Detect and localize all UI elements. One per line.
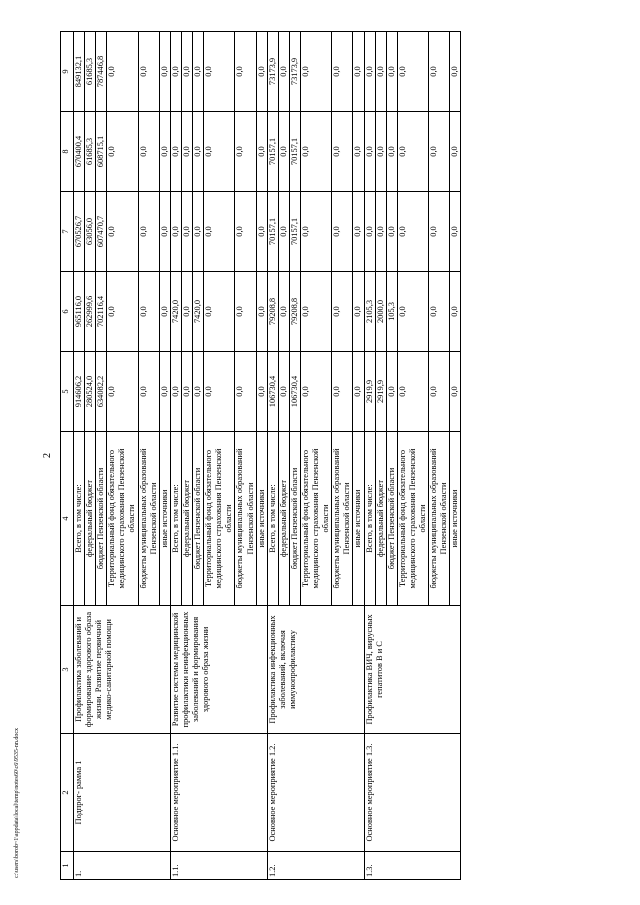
amount-cell: 0,0: [159, 32, 170, 112]
funding-source-cell: Всего, в том числе:: [267, 432, 278, 606]
amount-cell: 73173,9: [267, 32, 278, 112]
item-name-cell: Основное мероприятие 1.1.: [170, 734, 267, 852]
amount-cell: 0,0: [364, 112, 375, 192]
amount-cell: 0,0: [107, 352, 138, 432]
amount-cell: 0,0: [300, 352, 331, 432]
amount-cell: 0,0: [170, 192, 181, 272]
header-row: [61, 32, 74, 880]
amount-cell: 0,0: [193, 32, 204, 112]
amount-cell: 0,0: [450, 352, 461, 432]
amount-cell: 61685,3: [85, 32, 96, 112]
header-cell: 5: [61, 352, 74, 432]
amount-cell: 0,0: [364, 192, 375, 272]
amount-cell: 73173,9: [289, 32, 300, 112]
amount-cell: 0,0: [181, 112, 192, 192]
amount-cell: 0,0: [332, 32, 353, 112]
item-name-cell: Основное мероприятие 1.3.: [364, 734, 461, 852]
amount-cell: 0,0: [159, 272, 170, 352]
amount-cell: 0,0: [193, 352, 204, 432]
amount-cell: 0,0: [375, 32, 386, 112]
amount-cell: 0,0: [204, 192, 235, 272]
amount-cell: 0,0: [375, 192, 386, 272]
amount-cell: 0,0: [397, 352, 428, 432]
table-row: [267, 32, 278, 880]
amount-cell: 0,0: [450, 112, 461, 192]
item-description-cell: Профилактика ВИЧ, вирусных гепатитов В и С: [364, 606, 461, 734]
amount-cell: 106730,4: [267, 352, 278, 432]
amount-cell: 787446,8: [96, 32, 107, 112]
amount-cell: 0,0: [107, 112, 138, 192]
amount-cell: 0,0: [235, 112, 256, 192]
table-row: [364, 32, 375, 880]
amount-cell: 702116,4: [96, 272, 107, 352]
header-cell: 2: [61, 734, 74, 852]
amount-cell: 0,0: [170, 112, 181, 192]
funding-source-cell: федеральный бюджет: [278, 432, 289, 606]
amount-cell: 0,0: [397, 272, 428, 352]
header-cell: 7: [61, 192, 74, 272]
amount-cell: 0,0: [429, 32, 450, 112]
financing-table: [60, 31, 461, 880]
amount-cell: 0,0: [386, 112, 397, 192]
amount-cell: 0,0: [159, 192, 170, 272]
amount-cell: 634082,2: [96, 352, 107, 432]
amount-cell: 0,0: [450, 192, 461, 272]
amount-cell: 0,0: [256, 352, 267, 432]
table-row: [170, 32, 181, 880]
amount-cell: 0,0: [397, 192, 428, 272]
amount-cell: 0,0: [353, 32, 364, 112]
amount-cell: 0,0: [193, 112, 204, 192]
amount-cell: 0,0: [300, 112, 331, 192]
amount-cell: 262999,6: [85, 272, 96, 352]
funding-source-cell: Всего, в том числе:: [364, 432, 375, 606]
amount-cell: 0,0: [300, 272, 331, 352]
amount-cell: 0,0: [235, 192, 256, 272]
amount-cell: 0,0: [278, 112, 289, 192]
amount-cell: 914606,2: [74, 352, 85, 432]
amount-cell: 0,0: [353, 192, 364, 272]
amount-cell: 79208,8: [267, 272, 278, 352]
funding-source-cell: Территориальный фонд обязательного медицинского страхования Пензенской области: [300, 432, 331, 606]
page-number: 2: [42, 453, 53, 458]
amount-cell: 0,0: [278, 352, 289, 432]
amount-cell: 0,0: [204, 112, 235, 192]
amount-cell: 7420,0: [170, 272, 181, 352]
amount-cell: 0,0: [353, 272, 364, 352]
funding-source-cell: бюджет Пензенской области: [386, 432, 397, 606]
amount-cell: 0,0: [364, 32, 375, 112]
funding-source-cell: иные источники: [256, 432, 267, 606]
header-cell: 3: [61, 606, 74, 734]
amount-cell: 0,0: [386, 32, 397, 112]
item-description-cell: Профилактика инфекционных заболеваний, включая иммунопрофилактику: [267, 606, 364, 734]
funding-source-cell: иные источники: [159, 432, 170, 606]
amount-cell: 63056,0: [85, 192, 96, 272]
funding-source-cell: бюджеты муниципальных образований Пензенской области: [429, 432, 450, 606]
table-row: [74, 32, 85, 880]
funding-source-cell: федеральный бюджет: [181, 432, 192, 606]
item-number-cell: 1.3.: [364, 852, 461, 880]
amount-cell: 0,0: [256, 272, 267, 352]
amount-cell: 0,0: [397, 112, 428, 192]
amount-cell: 0,0: [107, 272, 138, 352]
funding-source-cell: иные источники: [353, 432, 364, 606]
funding-source-cell: бюджет Пензенской области: [289, 432, 300, 606]
amount-cell: 0,0: [107, 32, 138, 112]
amount-cell: 0,0: [181, 352, 192, 432]
amount-cell: 0,0: [204, 352, 235, 432]
amount-cell: 0,0: [204, 32, 235, 112]
funding-source-cell: бюджет Пензенской области: [193, 432, 204, 606]
footer-file-path: c:\users\borob~1\appdata\local\temp\notes60\c6\9535-nn.docx: [14, 727, 20, 878]
amount-cell: 0,0: [138, 192, 159, 272]
amount-cell: 0,0: [450, 32, 461, 112]
amount-cell: 0,0: [450, 272, 461, 352]
amount-cell: 0,0: [138, 352, 159, 432]
amount-cell: 0,0: [181, 32, 192, 112]
amount-cell: 0,0: [256, 192, 267, 272]
amount-cell: 280524,0: [85, 352, 96, 432]
funding-source-cell: Всего, в том числе:: [74, 432, 85, 606]
amount-cell: 0,0: [429, 112, 450, 192]
amount-cell: 0,0: [353, 352, 364, 432]
funding-source-cell: иные источники: [450, 432, 461, 606]
funding-source-cell: федеральный бюджет: [375, 432, 386, 606]
amount-cell: 0,0: [256, 112, 267, 192]
amount-cell: 0,0: [278, 32, 289, 112]
amount-cell: 70157,1: [267, 112, 278, 192]
funding-source-cell: бюджет Пензенской области: [96, 432, 107, 606]
amount-cell: 70157,1: [267, 192, 278, 272]
amount-cell: 0,0: [278, 192, 289, 272]
amount-cell: 0,0: [235, 32, 256, 112]
item-number-cell: 1.2.: [267, 852, 364, 880]
amount-cell: 0,0: [235, 272, 256, 352]
amount-cell: 0,0: [278, 272, 289, 352]
funding-source-cell: Территориальный фонд обязательного медицинского страхования Пензенской области: [107, 432, 138, 606]
amount-cell: 0,0: [204, 272, 235, 352]
amount-cell: 61685,3: [85, 112, 96, 192]
amount-cell: 0,0: [353, 112, 364, 192]
funding-source-cell: Всего, в том числе:: [170, 432, 181, 606]
amount-cell: 965116,0: [74, 272, 85, 352]
amount-cell: 0,0: [397, 32, 428, 112]
amount-cell: 0,0: [181, 192, 192, 272]
amount-cell: 79208,8: [289, 272, 300, 352]
amount-cell: 0,0: [332, 352, 353, 432]
amount-cell: 0,0: [332, 112, 353, 192]
amount-cell: 0,0: [375, 112, 386, 192]
item-number-cell: 1.1.: [170, 852, 267, 880]
amount-cell: 0,0: [429, 272, 450, 352]
funding-source-cell: Территориальный фонд обязательного медицинского страхования Пензенской области: [397, 432, 428, 606]
amount-cell: 0,0: [256, 32, 267, 112]
funding-source-cell: бюджеты муниципальных образований Пензенской области: [332, 432, 353, 606]
amount-cell: 0,0: [300, 192, 331, 272]
amount-cell: 608715,1: [96, 112, 107, 192]
amount-cell: 670400,4: [74, 112, 85, 192]
funding-source-cell: бюджеты муниципальных образований Пензенской области: [235, 432, 256, 606]
amount-cell: 0,0: [386, 192, 397, 272]
amount-cell: 0,0: [159, 112, 170, 192]
amount-cell: 0,0: [107, 192, 138, 272]
funding-source-cell: бюджеты муниципальных образований Пензенской области: [138, 432, 159, 606]
amount-cell: 849132,1: [74, 32, 85, 112]
amount-cell: 0,0: [332, 192, 353, 272]
amount-cell: 0,0: [170, 352, 181, 432]
amount-cell: 105,3: [386, 272, 397, 352]
amount-cell: 2000,0: [375, 272, 386, 352]
funding-source-cell: Территориальный фонд обязательного медицинского страхования Пензенской области: [204, 432, 235, 606]
header-cell: 4: [61, 432, 74, 606]
header-cell: 8: [61, 112, 74, 192]
amount-cell: 607470,7: [96, 192, 107, 272]
amount-cell: 0,0: [138, 272, 159, 352]
header-cell: 9: [61, 32, 74, 112]
amount-cell: 106730,4: [289, 352, 300, 432]
item-name-cell: Основное мероприятие 1.2.: [267, 734, 364, 852]
rotated-page-content: [60, 32, 614, 880]
item-number-cell: 1.: [74, 852, 171, 880]
amount-cell: 670526,7: [74, 192, 85, 272]
amount-cell: 0,0: [170, 32, 181, 112]
amount-cell: 70157,1: [289, 112, 300, 192]
amount-cell: 0,0: [429, 192, 450, 272]
amount-cell: 70157,1: [289, 192, 300, 272]
amount-cell: 2919,9: [364, 352, 375, 432]
amount-cell: 0,0: [138, 112, 159, 192]
amount-cell: 0,0: [138, 32, 159, 112]
funding-source-cell: федеральный бюджет: [85, 432, 96, 606]
item-description-cell: Профилактика заболеваний и формирование здорового образа жизни. Развитие первичной медико-санитарной помощи: [74, 606, 171, 734]
amount-cell: 7420,0: [193, 272, 204, 352]
amount-cell: 2105,3: [364, 272, 375, 352]
amount-cell: 0,0: [332, 272, 353, 352]
amount-cell: 0,0: [429, 352, 450, 432]
amount-cell: 0,0: [181, 272, 192, 352]
amount-cell: 0,0: [235, 352, 256, 432]
amount-cell: 0,0: [193, 192, 204, 272]
amount-cell: 0,0: [386, 352, 397, 432]
amount-cell: 0,0: [300, 32, 331, 112]
amount-cell: 2919,9: [375, 352, 386, 432]
header-cell: 6: [61, 272, 74, 352]
item-name-cell: Подпрог- рамма 1: [74, 734, 171, 852]
header-cell: 1: [61, 852, 74, 880]
amount-cell: 0,0: [159, 352, 170, 432]
item-description-cell: Развитие системы медицинской профилактики неинфекционных заболеваний и формирования здорового образа жизни: [170, 606, 267, 734]
